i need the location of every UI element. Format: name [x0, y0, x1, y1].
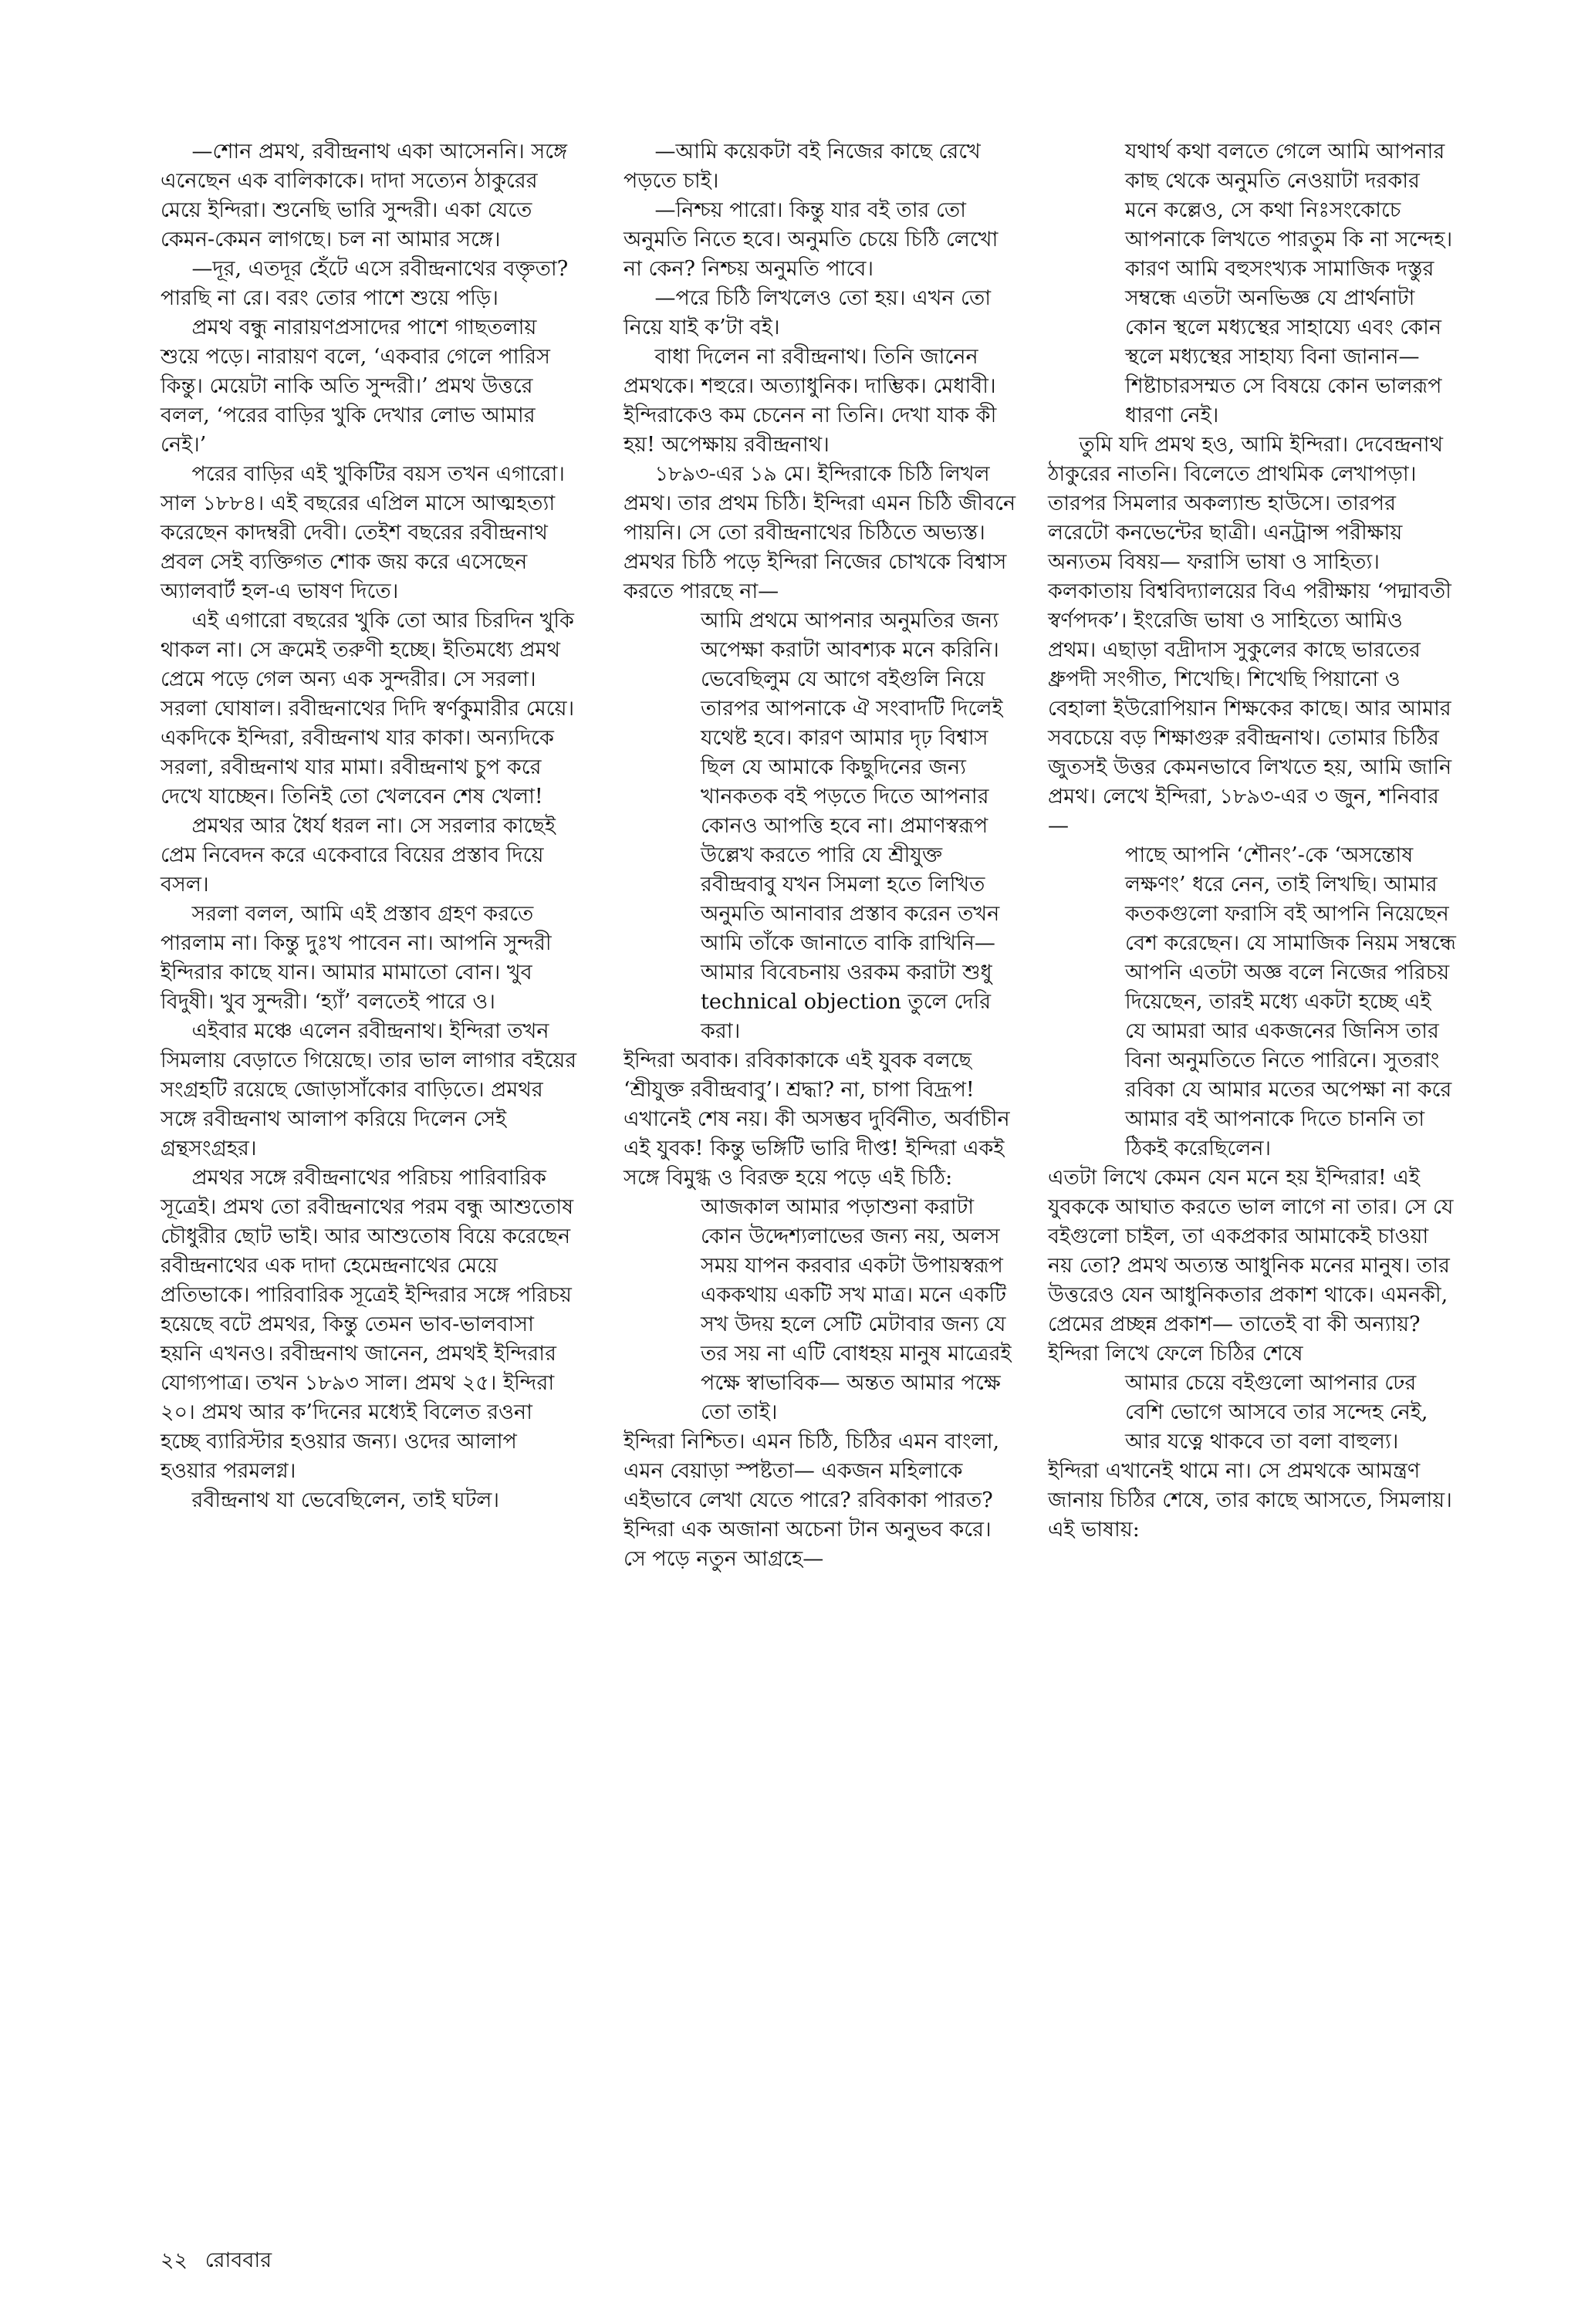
- text-column-3: [1048, 137, 1457, 1545]
- body-paragraph: ইন্দিরা এখানেই থামে না। সে প্রমথকে আমন্ত্রণ জানায় চিঠির শেষে, তার কাছে আসতে, সিমলায়। এই ভাষায়:: [1048, 1459, 1452, 1542]
- body-paragraph: বাধা দিলেন না রবীন্দ্রনাথ। তিনি জানেন প্রমথকে। শহুরে। অত্যাধুনিক। দাম্ভিক। মেধাবী। ইন্দিরাকেও কম চেনেন না তিনি। দেখা যাক কী হয়! অপেক্ষায় রবীন্দ্রনাথ।: [623, 345, 997, 457]
- publication-name: রোববার: [204, 2248, 272, 2272]
- body-paragraph: —দূর, এতদূর হেঁটে এসে রবীন্দ্রনাথের বক্তৃতা? পারছি না রে। বরং তোর পাশে শুয়ে পড়ি।: [161, 257, 569, 310]
- body-paragraph: —আমি কয়েকটা বই নিজের কাছে রেখে পড়তে চাই।: [623, 140, 981, 193]
- body-paragraph: ইন্দিরা নিশ্চিত। এমন চিঠি, চিঠির এমন বাংলা, এমন বেয়াড়া স্পষ্টতা— একজন মহিলাকে এইভাবে লেখা যেতে পারে? রবিকাকা পারত? ইন্দিরা এক অজানা অচেনা টান অনুভব করে। সে পড়ে নতুন আগ্রহে—: [623, 1430, 1000, 1571]
- body-paragraph: এই এগারো বছরের খুকি তো আর চিরদিন খুকি থাকল না। সে ক্রমেই তরুণী হচ্ছে। ইতিমধ্যে প্রমথ প্রেমে পড়ে গেল অন্য এক সুন্দরীর। সে সরলা। সরলা ঘোষাল। রবীন্দ্রনাথের দিদি স্বর্ণকুমারীর মেয়ে। একদিকে ইন্দিরা, রবীন্দ্রনাথ যার কাকা। অন্যদিকে সরলা, রবীন্দ্রনাথ যার মামা। রবীন্দ্রনাথ চুপ করে দেখে যাচ্ছেন। তিনিই তো খেলবেন শেষ খেলা!: [161, 609, 575, 809]
- page-number: ২২: [161, 2248, 188, 2272]
- letter-quote-paragraph: আজকাল আমার পড়াশুনা করাটা কোন উদ্দেশ্যলাভের জন্য নয়, অলস সময় যাপন করবার একটা উপায়স্বরূপ এককথায় একটি সখ মাত্র। মনে একটি সখ উদয় হলে সেটি মেটাবার জন্য যে তর সয় না এটি বোধহয় মানুষ মাত্রেরই পক্ষে স্বাভাবিক— অন্তত আমার পক্ষে তো তাই।: [701, 1195, 1012, 1424]
- letter-quote-paragraph: পাছে আপনি ‘শৌনং’-কে ‘অসন্তোষ লক্ষণং’ ধরে নেন, তাই লিখছি। আমার কতকগুলো ফরাসি বই আপনি নিয়েছেন বেশ করেছেন। যে সামাজিক নিয়ম সম্বন্ধে আপনি এতটা অজ্ঞ বলে নিজের পরিচয় দিয়েছেন, তারই মধ্যে একটা হচ্ছে এই যে আমরা আর একজনের জিনিস তার বিনা অনুমতিতে নিতে পারিনে। সুতরাং রবিকা যে আমার মতের অপেক্ষা না করে আমার বই আপনাকে দিতে চাননি তা ঠিকই করেছিলেন।: [1125, 843, 1456, 1160]
- body-paragraph: —শোন প্রমথ, রবীন্দ্রনাথ একা আসেননি। সঙ্গে এনেছেন এক বালিকাকে। দাদা সত্যেন ঠাকুরের মেয়ে ইন্দিরা। শুনেছি ভারি সুন্দরী। একা যেতে কেমন-কেমন লাগছে। চল না আমার সঙ্গে।: [161, 140, 568, 252]
- body-paragraph: তুমি যদি প্রমথ হও, আমি ইন্দিরা। দেবেন্দ্রনাথ ঠাকুরের নাতনি। বিলেতে প্রাথমিক লেখাপড়া। তারপর সিমলার অকল্যান্ড হাউসে। তারপর লরেটো কনভেন্টের ছাত্রী। এনট্রান্স পরীক্ষায় অন্যতম বিষয়— ফরাসি ভাষা ও সাহিত্য। কলকাতায় বিশ্ববিদ্যালয়ের বিএ পরীক্ষায় ‘পদ্মাবতী স্বর্ণপদক’। ইংরেজি ভাষা ও সাহিত্যে আমিও প্রথম। এছাড়া বদ্রীদাস সুকুলের কাছে ভারতের ধ্রুপদী সংগীত, শিখেছি। শিখেছি পিয়ানো ও বেহালা ইউরোপিয়ান শিক্ষকের কাছে। আর আমার সবচেয়ে বড় শিক্ষাগুরু রবীন্দ্রনাথ। তোমার চিঠির জুতসই উত্তর কেমনভাবে লিখতে হয়, আমি জানি প্রমথ। লেখে ইন্দিরা, ১৮৯৩-এর ৩ জুন, শনিবার—: [1048, 433, 1452, 838]
- body-paragraph: এতটা লিখে কেমন যেন মনে হয় ইন্দিরার! এই যুবককে আঘাত করতে ভাল লাগে না তার। সে যে বইগুলো চাইল, তা একপ্রকার আমাকেই চাওয়া নয় তো? প্রমথ অত্যন্ত আধুনিক মনের মানুষ। তার উত্তরেও যেন আধুনিকতার প্রকাশ থাকে। এমনকী, প্রেমের প্রচ্ছন্ন প্রকাশ— তাতেই বা কী অন্যায়? ইন্দিরা লিখে ফেলে চিঠির শেষে: [1048, 1166, 1454, 1366]
- body-paragraph: ১৮৯৩-এর ১৯ মে। ইন্দিরাকে চিঠি লিখল প্রমথ। তার প্রথম চিঠি। ইন্দিরা এমন চিঠি জীবনে পায়নি। সে তো রবীন্দ্রনাথের চিঠিতে অভ্যস্ত। প্রমথর চিঠি পড়ে ইন্দিরা নিজের চোখকে বিশ্বাস করতে পারছে না—: [623, 462, 1016, 603]
- letter-quote-paragraph: যথার্থ কথা বলতে গেলে আমি আপনার কাছ থেকে অনুমতি নেওয়াটা দরকার মনে কল্লেও, সে কথা নিঃসংকোচে আপনাকে লিখতে পারতুম কি না সন্দেহ। কারণ আমি বহুসংখ্যক সামাজিক দস্তুর সম্বন্ধে এতটা অনভিজ্ঞ যে প্রার্থনাটা কোন স্থলে মধ্যস্থের সাহায্যে এবং কোন স্থলে মধ্যস্থের সাহায্য বিনা জানান— শিষ্টাচারসম্মত সে বিষয়ে কোন ভালরূপ ধারণা নেই।: [1125, 140, 1453, 427]
- letter-quote-paragraph: আমার চেয়ে বইগুলো আপনার ঢের বেশি ভোগে আসবে তার সন্দেহ নেই, আর যত্নে থাকবে তা বলা বাহুল্য।: [1125, 1371, 1428, 1454]
- text-column-2: [623, 137, 1017, 1574]
- body-paragraph: প্রমথর আর ধৈর্য ধরল না। সে সরলার কাছেই প্রেম নিবেদন করে একেবারে বিয়ের প্রস্তাব দিয়ে বসল।: [161, 814, 556, 897]
- body-paragraph: সরলা বলল, আমি এই প্রস্তাব গ্রহণ করতে পারলাম না। কিন্তু দুঃখ পাবেন না। আপনি সুন্দরী ইন্দিরার কাছে যান। আমার মামাতো বোন। খুব বিদুষী। খুব সুন্দরী। ‘হ্যাঁ’ বলতেই পারে ও।: [161, 902, 552, 1014]
- body-paragraph: প্রমথ বন্ধু নারায়ণপ্রসাদের পাশে গাছতলায় শুয়ে পড়ে। নারায়ণ বলে, ‘একবার গেলে পারিস কিন্তু। মেয়েটা নাকি অতি সুন্দরী।’ প্রমথ উত্তরে বলল, ‘পরের বাড়ির খুকি দেখার লোভ আমার নেই।’: [161, 316, 550, 457]
- body-paragraph: রবীন্দ্রনাথ যা ভেবেছিলেন, তাই ঘটল।: [191, 1488, 500, 1512]
- letter-quote-paragraph: আমি প্রথমে আপনার অনুমতির জন্য অপেক্ষা করাটা আবশ্যক মনে করিনি। ভেবেছিলুম যে আগে বইগুলি নিয়ে তারপর আপনাকে ঐ সংবাদটি দিলেই যথেষ্ট হবে। কারণ আমার দৃঢ় বিশ্বাস ছিল যে আমাকে কিছুদিনের জন্য খানকতক বই পড়তে দিতে আপনার কোনও আপত্তি হবে না। প্রমাণস্বরূপ উল্লেখ করতে পারি যে শ্রীযুক্ত রবীন্দ্রবাবু যখন সিমলা হতে লিখিত অনুমতি আনাবার প্রস্তাব করেন তখন আমি তাঁকে জানাতে বাকি রাখিনি— আমার বিবেচনায় ওরকম করাটা শুধু technical objection তুলে দেরি করা।: [701, 609, 1003, 1043]
- body-paragraph: ইন্দিরা অবাক। রবিকাকাকে এই যুবক বলছে ‘শ্রীযুক্ত রবীন্দ্রবাবু’। শ্রদ্ধা? না, চাপা বিদ্রূপ! এখানেই শেষ নয়। কী অসম্ভব দুর্বিনীত, অর্বাচীন এই যুবক! কিন্তু ভঙ্গিটি ভারি দীপ্ত! ইন্দিরা একই সঙ্গে বিমুগ্ধ ও বিরক্ত হয়ে পড়ে এই চিঠি:: [623, 1049, 1010, 1190]
- body-paragraph: প্রমথর সঙ্গে রবীন্দ্রনাথের পরিচয় পারিবারিক সূত্রেই। প্রমথ তো রবীন্দ্রনাথের পরম বন্ধু আশুতোষ চৌধুরীর ছোট ভাই। আর আশুতোষ বিয়ে করেছেন রবীন্দ্রনাথের এক দাদা হেমেন্দ্রনাথের মেয়ে প্রতিভাকে। পারিবারিক সূত্রেই ইন্দিরার সঙ্গে পরিচয় হয়েছে বটে প্রমথর, কিন্তু তেমন ভাব-ভালবাসা হয়নি এখনও। রবীন্দ্রনাথ জানেন, প্রমথই ইন্দিরার যোগ্যপাত্র। তখন ১৮৯৩ সাল। প্রমথ ২৫। ইন্দিরা ২০। প্রমথ আর ক’দিনের মধ্যেই বিলেত রওনা হচ্ছে ব্যারিস্টার হওয়ার জন্য। ওদের আলাপ হওয়ার পরমলগ্ন।: [161, 1166, 574, 1483]
- body-paragraph: —নিশ্চয় পারো। কিন্তু যার বই তার তো অনুমতি নিতে হবে। অনুমতি চেয়ে চিঠি লেখো না কেন? নিশ্চয় অনুমতি পাবে।: [623, 198, 999, 281]
- body-paragraph: —পরে চিঠি লিখলেও তো হয়। এখন তো নিয়ে যাই ক’টা বই।: [623, 286, 992, 339]
- text-column-1: [161, 137, 577, 1515]
- page-footer: [161, 2247, 282, 2275]
- body-paragraph: পরের বাড়ির এই খুকিটির বয়স তখন এগারো। সাল ১৮৮৪। এই বছরের এপ্রিল মাসে আত্মহত্যা করেছেন কাদম্বরী দেবী। তেইশ বছরের রবীন্দ্রনাথ প্রবল সেই ব্যক্তিগত শোক জয় করে এসেছেন অ্যালবার্ট হল-এ ভাষণ দিতে।: [161, 462, 565, 603]
- body-paragraph: এইবার মঞ্চে এলেন রবীন্দ্রনাথ। ইন্দিরা তখন সিমলায় বেড়াতে গিয়েছে। তার ভাল লাগার বইয়ের সংগ্রহটি রয়েছে জোড়াসাঁকোর বাড়িতে। প্রমথর সঙ্গে রবীন্দ্রনাথ আলাপ করিয়ে দিলেন সেই গ্রন্থসংগ্রহর।: [161, 1019, 577, 1160]
